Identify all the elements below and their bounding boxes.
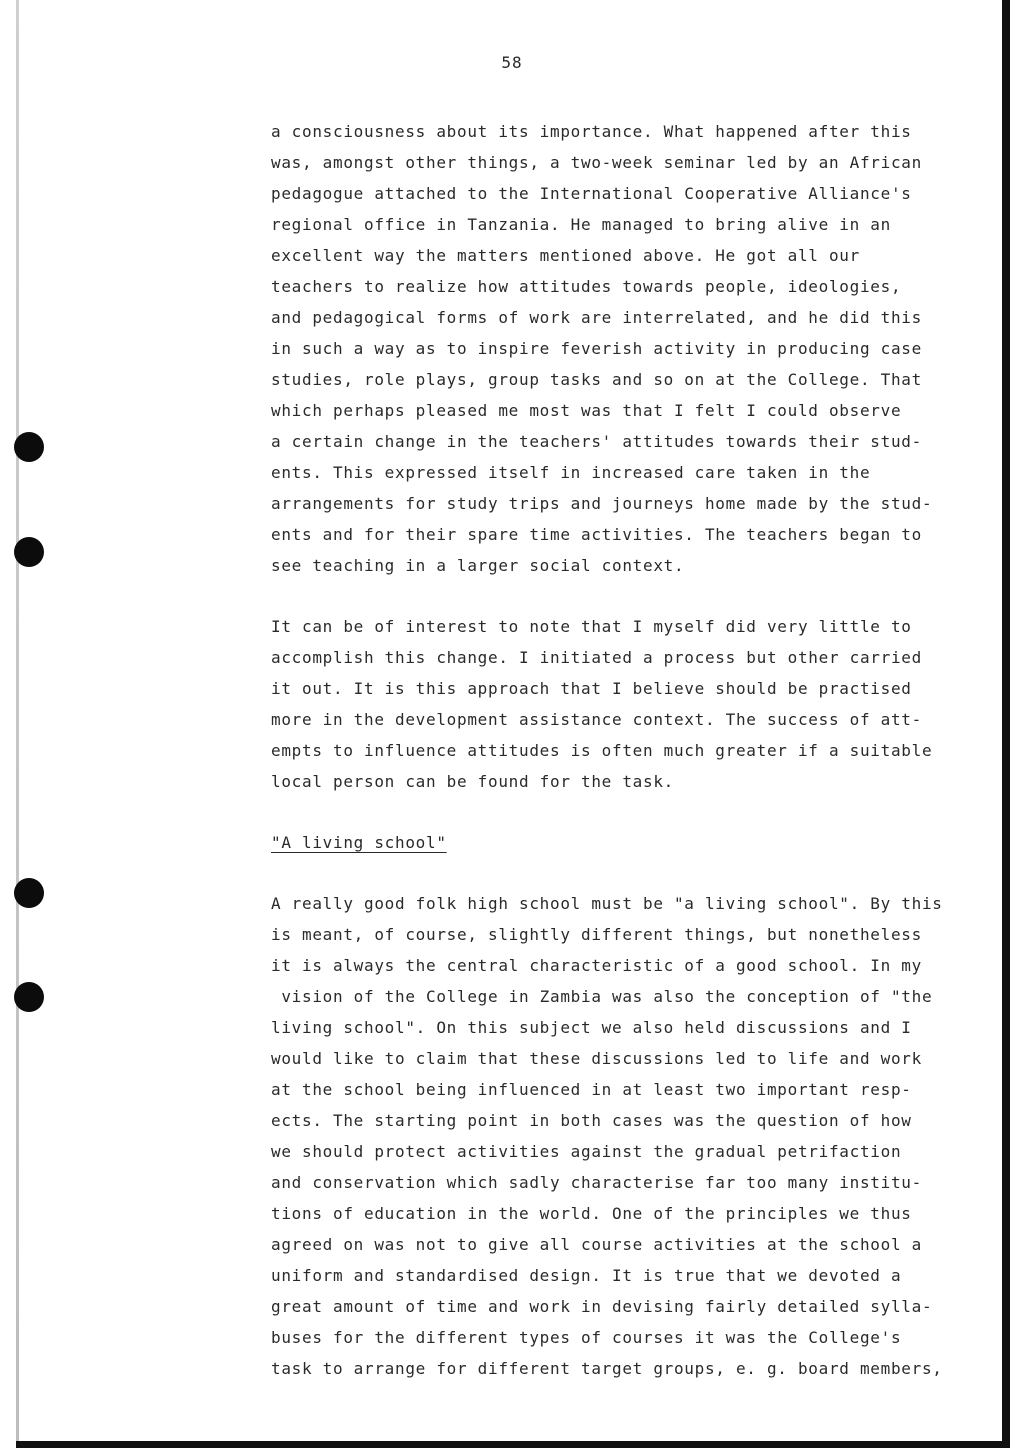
text-line: was, amongst other things, a two-week seminar led by an African bbox=[271, 153, 922, 172]
text-line: excellent way the matters mentioned above. He got all our bbox=[271, 246, 860, 265]
page-number: 58 bbox=[501, 53, 523, 72]
punch-hole-2 bbox=[14, 537, 44, 567]
text-line: in such a way as to inspire feverish activity in producing case bbox=[271, 339, 922, 358]
text-line: tions of education in the world. One of the principles we thus bbox=[271, 1204, 912, 1223]
document-body bbox=[271, 116, 971, 1384]
text-line: and conservation which sadly characterise far too many institu- bbox=[271, 1173, 922, 1192]
text-line: ents. This expressed itself in increased care taken in the bbox=[271, 463, 871, 482]
text-line: empts to influence attitudes is often much greater if a suitable bbox=[271, 741, 933, 760]
scan-bottom-edge bbox=[16, 1441, 1010, 1448]
text-line: local person can be found for the task. bbox=[271, 772, 674, 791]
text-line: more in the development assistance context. The success of att- bbox=[271, 710, 922, 729]
paragraph-3 bbox=[271, 888, 971, 1384]
text-line: ects. The starting point in both cases was the question of how bbox=[271, 1111, 912, 1130]
punch-hole-1 bbox=[14, 432, 44, 462]
punch-hole-3 bbox=[14, 878, 44, 908]
text-line: see teaching in a larger social context. bbox=[271, 556, 685, 575]
text-line: great amount of time and work in devising fairly detailed sylla- bbox=[271, 1297, 933, 1316]
text-line: we should protect activities against the gradual petrifaction bbox=[271, 1142, 902, 1161]
text-line: agreed on was not to give all course activities at the school a bbox=[271, 1235, 922, 1254]
text-line: at the school being influenced in at least two important resp- bbox=[271, 1080, 912, 1099]
text-line: A really good folk high school must be "a living school". By this bbox=[271, 894, 943, 913]
text-line: buses for the different types of courses it was the College's bbox=[271, 1328, 902, 1347]
text-line: studies, role plays, group tasks and so on at the College. That bbox=[271, 370, 922, 389]
section-heading: "A living school" bbox=[271, 833, 447, 852]
paragraph-2 bbox=[271, 611, 971, 797]
text-line: is meant, of course, slightly different things, but nonetheless bbox=[271, 925, 922, 944]
paragraph-1 bbox=[271, 116, 971, 581]
section-heading-block bbox=[271, 827, 971, 858]
text-line: accomplish this change. I initiated a process but other carried bbox=[271, 648, 922, 667]
text-line: it out. It is this approach that I believe should be practised bbox=[271, 679, 912, 698]
paragraph-spacer bbox=[271, 797, 971, 827]
text-line: vision of the College in Zambia was also the conception of "the bbox=[271, 987, 933, 1006]
punch-hole-4 bbox=[14, 982, 44, 1012]
text-line: arrangements for study trips and journeys home made by the stud- bbox=[271, 494, 933, 513]
text-line: ents and for their spare time activities. The teachers began to bbox=[271, 525, 922, 544]
text-line: regional office in Tanzania. He managed to bring alive in an bbox=[271, 215, 891, 234]
scan-left-edge bbox=[16, 0, 19, 1448]
text-line: a certain change in the teachers' attitudes towards their stud- bbox=[271, 432, 922, 451]
paragraph-spacer bbox=[271, 581, 971, 611]
text-line: teachers to realize how attitudes towards people, ideologies, bbox=[271, 277, 902, 296]
text-line: It can be of interest to note that I myself did very little to bbox=[271, 617, 912, 636]
text-line: living school". On this subject we also held discussions and I bbox=[271, 1018, 912, 1037]
text-line: pedagogue attached to the International Cooperative Alliance's bbox=[271, 184, 912, 203]
text-line: a consciousness about its importance. What happened after this bbox=[271, 122, 912, 141]
text-line: would like to claim that these discussions led to life and work bbox=[271, 1049, 922, 1068]
text-line: task to arrange for different target groups, e. g. board members, bbox=[271, 1359, 943, 1378]
scan-right-edge bbox=[1002, 0, 1010, 1448]
paragraph-spacer bbox=[271, 858, 971, 888]
text-line: which perhaps pleased me most was that I felt I could observe bbox=[271, 401, 902, 420]
text-line: it is always the central characteristic of a good school. In my bbox=[271, 956, 922, 975]
text-line: and pedagogical forms of work are interrelated, and he did this bbox=[271, 308, 922, 327]
text-line: uniform and standardised design. It is true that we devoted a bbox=[271, 1266, 902, 1285]
